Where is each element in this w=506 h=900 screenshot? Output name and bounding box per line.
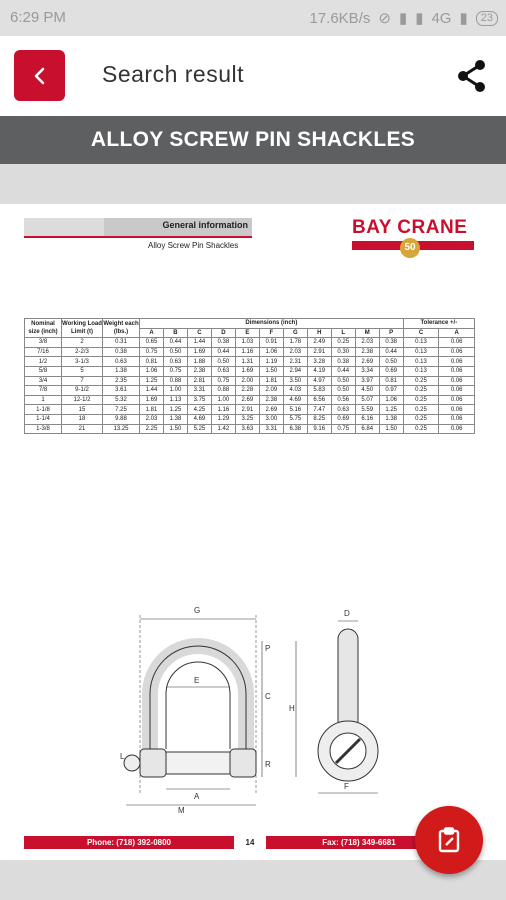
logo-badge: 50 <box>400 238 420 258</box>
table-cell: 3.75 <box>187 395 211 405</box>
company-logo <box>352 218 474 266</box>
table-cell: 9.88 <box>103 414 140 424</box>
col-letter: C <box>187 328 211 338</box>
table-cell: 1.31 <box>235 357 259 367</box>
table-cell: 3.00 <box>259 414 283 424</box>
table-cell: 7 <box>62 376 103 386</box>
table-row <box>25 405 475 415</box>
table-cell: 0.25 <box>403 376 439 386</box>
table-cell: 0.06 <box>439 376 475 386</box>
table-cell: 3.25 <box>235 414 259 424</box>
table-cell: 0.91 <box>259 338 283 348</box>
table-cell: 1.44 <box>187 338 211 348</box>
table-cell: 7/8 <box>25 386 62 396</box>
edit-fab-button[interactable] <box>415 806 483 874</box>
table-cell: 21 <box>62 424 103 434</box>
table-cell: 0.63 <box>103 357 140 367</box>
col-tolerance: Tolerance +/- <box>403 319 474 329</box>
table-row <box>25 386 475 396</box>
table-cell: 0.31 <box>103 338 140 348</box>
table-cell: 1-1/8 <box>25 405 62 415</box>
table-cell: 2.94 <box>283 366 307 376</box>
table-cell: 0.13 <box>403 347 439 357</box>
alarm-off-icon: ⊘ <box>378 10 391 27</box>
col-letter: D <box>211 328 235 338</box>
table-cell: 6.84 <box>355 424 379 434</box>
table-cell: 0.38 <box>379 338 403 348</box>
table-cell: 9.16 <box>307 424 331 434</box>
table-cell: 0.44 <box>163 338 187 348</box>
battery-icon: 23 <box>476 11 498 26</box>
table-cell: 5.32 <box>103 395 140 405</box>
table-cell: 0.25 <box>403 405 439 415</box>
col-nominal-size: Nominal size (inch) <box>25 319 62 338</box>
table-cell: 0.75 <box>331 424 355 434</box>
table-cell: 1.81 <box>259 376 283 386</box>
dim-label: R <box>265 760 271 769</box>
table-cell: 0.06 <box>439 357 475 367</box>
table-cell: 1.38 <box>163 414 187 424</box>
col-letter: A <box>439 328 475 338</box>
share-icon[interactable] <box>452 56 492 96</box>
table-cell: 6.56 <box>307 395 331 405</box>
table-cell: 0.06 <box>439 395 475 405</box>
table-cell: 0.06 <box>439 338 475 348</box>
table-cell: 0.81 <box>140 357 164 367</box>
table-cell: 12-1/2 <box>62 395 103 405</box>
table-cell: 0.25 <box>403 424 439 434</box>
table-cell: 1/2 <box>25 357 62 367</box>
table-cell: 1.00 <box>163 386 187 396</box>
table-cell: 2.69 <box>259 405 283 415</box>
table-cell: 13.25 <box>103 424 140 434</box>
table-cell: 1.50 <box>259 366 283 376</box>
table-cell: 1.44 <box>140 386 164 396</box>
table-cell: 1.16 <box>235 347 259 357</box>
table-cell: 18 <box>62 414 103 424</box>
table-cell: 4.03 <box>283 386 307 396</box>
table-cell: 1.00 <box>211 395 235 405</box>
table-row <box>25 347 475 357</box>
shackle-diagram <box>110 599 380 819</box>
section-title: General information <box>162 220 248 230</box>
dim-label: G <box>194 606 201 615</box>
col-letter: A <box>140 328 164 338</box>
table-cell: 2.03 <box>355 338 379 348</box>
section-header-bar <box>24 218 252 238</box>
table-cell: 2.49 <box>307 338 331 348</box>
table-cell: 0.88 <box>211 386 235 396</box>
dim-label: M <box>178 806 185 815</box>
table-cell: 0.38 <box>103 347 140 357</box>
table-cell: 3.61 <box>103 386 140 396</box>
table-cell: 7/16 <box>25 347 62 357</box>
spec-table <box>24 318 475 434</box>
table-cell: 5.07 <box>355 395 379 405</box>
table-cell: 1.69 <box>235 366 259 376</box>
table-cell: 5.25 <box>187 424 211 434</box>
table-cell: 1.50 <box>379 424 403 434</box>
table-cell: 0.50 <box>379 357 403 367</box>
table-row <box>25 376 475 386</box>
table-cell: 4.25 <box>187 405 211 415</box>
table-cell: 2.91 <box>307 347 331 357</box>
clipboard-edit-icon <box>435 826 463 854</box>
dim-label: F <box>344 782 349 791</box>
table-cell: 2.38 <box>259 395 283 405</box>
table-row <box>25 395 475 405</box>
table-cell: 0.13 <box>403 338 439 348</box>
table-cell: 0.63 <box>211 366 235 376</box>
document-page[interactable] <box>0 204 506 860</box>
table-cell: 5.83 <box>307 386 331 396</box>
table-cell: 2.69 <box>235 395 259 405</box>
table-cell: 15 <box>62 405 103 415</box>
col-letter: P <box>379 328 403 338</box>
table-cell: 1 <box>25 395 62 405</box>
table-cell: 8.25 <box>307 414 331 424</box>
dim-label: D <box>344 609 350 618</box>
table-cell: 3.34 <box>355 366 379 376</box>
signal-icon-2: ▮ <box>415 10 424 27</box>
logo-wordmark: BAY CRANE <box>352 217 468 238</box>
col-letter: E <box>235 328 259 338</box>
col-letter: G <box>283 328 307 338</box>
table-cell: 3.31 <box>259 424 283 434</box>
table-cell: 0.75 <box>140 347 164 357</box>
table-cell: 2.38 <box>187 366 211 376</box>
table-cell: 0.06 <box>439 414 475 424</box>
dim-label: P <box>265 644 271 653</box>
status-time: 6:29 PM <box>10 9 66 26</box>
table-cell: 0.44 <box>331 366 355 376</box>
table-cell: 3.28 <box>307 357 331 367</box>
app-header <box>0 36 506 116</box>
table-cell: 1.19 <box>259 357 283 367</box>
table-cell: 2.31 <box>283 357 307 367</box>
table-cell: 1.38 <box>103 366 140 376</box>
table-cell: 2 <box>62 338 103 348</box>
table-cell: 4.69 <box>187 414 211 424</box>
table-cell: 0.13 <box>403 366 439 376</box>
table-cell: 7.47 <box>307 405 331 415</box>
table-cell: 2.35 <box>103 376 140 386</box>
table-cell: 2.09 <box>259 386 283 396</box>
table-cell: 3.50 <box>283 376 307 386</box>
table-cell: 3/8 <box>25 338 62 348</box>
chevron-left-icon <box>30 66 50 86</box>
col-dimensions: Dimensions (inch) <box>140 319 404 329</box>
table-cell: 1-1/4 <box>25 414 62 424</box>
table-cell: 5.75 <box>283 414 307 424</box>
dim-label: L <box>120 752 125 761</box>
table-cell: 0.50 <box>163 347 187 357</box>
signal-icon: ▮ <box>398 10 408 27</box>
product-banner: ALLOY SCREW PIN SHACKLES <box>0 116 506 164</box>
table-cell: 0.44 <box>379 347 403 357</box>
table-cell: 0.25 <box>403 395 439 405</box>
col-letter: L <box>331 328 355 338</box>
table-cell: 7.25 <box>103 405 140 415</box>
status-icons <box>309 9 498 27</box>
table-row <box>25 414 475 424</box>
table-cell: 1.06 <box>379 395 403 405</box>
table-cell: 2.38 <box>355 347 379 357</box>
col-letter: C <box>403 328 439 338</box>
table-cell: 0.44 <box>211 347 235 357</box>
table-cell: 1.03 <box>235 338 259 348</box>
table-head-row-1 <box>25 319 475 329</box>
table-cell: 0.38 <box>211 338 235 348</box>
table-cell: 4.19 <box>307 366 331 376</box>
table-cell: 5.59 <box>355 405 379 415</box>
col-wll: Working Load Limit (t) <box>62 319 103 338</box>
table-cell: 0.25 <box>403 386 439 396</box>
table-row <box>25 338 475 348</box>
network-type: 4G <box>431 9 452 27</box>
col-letter: F <box>259 328 283 338</box>
table-cell: 1.25 <box>163 405 187 415</box>
footer-page-number: 14 <box>236 836 264 849</box>
table-cell: 0.06 <box>439 366 475 376</box>
table-cell: 0.06 <box>439 386 475 396</box>
footer-phone: Phone: (718) 392-0800 <box>24 836 234 849</box>
table-cell: 2.03 <box>140 414 164 424</box>
table-cell: 0.75 <box>211 376 235 386</box>
table-cell: 6.16 <box>355 414 379 424</box>
table-row <box>25 366 475 376</box>
table-cell: 1-3/8 <box>25 424 62 434</box>
table-cell: 5 <box>62 366 103 376</box>
table-cell: 0.38 <box>331 357 355 367</box>
back-button[interactable] <box>14 50 65 101</box>
table-cell: 2.69 <box>355 357 379 367</box>
table-cell: 2.00 <box>235 376 259 386</box>
table-cell: 0.50 <box>331 376 355 386</box>
table-cell: 1.29 <box>211 414 235 424</box>
document-footer <box>24 836 452 849</box>
table-cell: 4.50 <box>355 386 379 396</box>
table-cell: 4.69 <box>283 395 307 405</box>
footer-fax: Fax: (718) 349-6681 <box>266 836 452 849</box>
table-cell: 3.31 <box>187 386 211 396</box>
table-cell: 1.25 <box>140 376 164 386</box>
table-cell: 0.13 <box>403 357 439 367</box>
table-cell: 0.50 <box>211 357 235 367</box>
table-cell: 2.25 <box>140 424 164 434</box>
section-subtitle: Alloy Screw Pin Shackles <box>148 241 239 250</box>
table-cell: 3.97 <box>355 376 379 386</box>
table-cell: 3/4 <box>25 376 62 386</box>
table-cell: 0.97 <box>379 386 403 396</box>
table-cell: 1.25 <box>379 405 403 415</box>
table-row <box>25 357 475 367</box>
table-cell: 0.06 <box>439 405 475 415</box>
table-cell: 3-1/3 <box>62 357 103 367</box>
table-cell: 0.63 <box>163 357 187 367</box>
table-cell: 0.30 <box>331 347 355 357</box>
table-cell: 0.25 <box>403 414 439 424</box>
table-cell: 1.06 <box>259 347 283 357</box>
table-cell: 1.81 <box>140 405 164 415</box>
dim-label: E <box>194 676 200 685</box>
spec-table-body <box>25 338 475 434</box>
network-speed: 17.6KB/s <box>309 9 371 27</box>
table-cell: 2-2/3 <box>62 347 103 357</box>
table-cell: 0.75 <box>163 366 187 376</box>
table-cell: 2.28 <box>235 386 259 396</box>
top-gray-strip <box>0 164 506 204</box>
table-cell: 0.06 <box>439 347 475 357</box>
table-cell: 1.78 <box>283 338 307 348</box>
table-cell: 0.88 <box>163 376 187 386</box>
status-bar <box>0 0 506 36</box>
table-cell: 0.56 <box>331 395 355 405</box>
table-cell: 1.13 <box>163 395 187 405</box>
dim-label: H <box>289 704 295 713</box>
table-cell: 6.38 <box>283 424 307 434</box>
table-cell: 0.69 <box>331 414 355 424</box>
table-cell: 0.06 <box>439 424 475 434</box>
table-cell: 0.65 <box>140 338 164 348</box>
table-cell: 1.69 <box>140 395 164 405</box>
table-cell: 1.42 <box>211 424 235 434</box>
table-cell: 9-1/2 <box>62 386 103 396</box>
page-title: Search result <box>102 61 245 87</box>
table-cell: 5.16 <box>283 405 307 415</box>
col-letter: M <box>355 328 379 338</box>
col-letter: B <box>163 328 187 338</box>
table-cell: 2.81 <box>187 376 211 386</box>
table-cell: 1.38 <box>379 414 403 424</box>
table-cell: 2.91 <box>235 405 259 415</box>
col-weight: Weight each (lbs.) <box>103 319 140 338</box>
table-cell: 3.63 <box>235 424 259 434</box>
table-cell: 1.50 <box>163 424 187 434</box>
table-cell: 0.81 <box>379 376 403 386</box>
table-cell: 5/8 <box>25 366 62 376</box>
dim-label: A <box>194 792 200 801</box>
table-cell: 1.06 <box>140 366 164 376</box>
table-cell: 1.88 <box>187 357 211 367</box>
table-cell: 2.03 <box>283 347 307 357</box>
signal-icon-3: ▮ <box>459 10 468 27</box>
dim-label: C <box>265 692 271 701</box>
table-cell: 0.63 <box>331 405 355 415</box>
table-cell: 0.25 <box>331 338 355 348</box>
table-cell: 0.69 <box>379 366 403 376</box>
table-cell: 0.50 <box>331 386 355 396</box>
table-cell: 4.97 <box>307 376 331 386</box>
table-cell: 1.69 <box>187 347 211 357</box>
table-cell: 1.16 <box>211 405 235 415</box>
col-letter: H <box>307 328 331 338</box>
table-row <box>25 424 475 434</box>
